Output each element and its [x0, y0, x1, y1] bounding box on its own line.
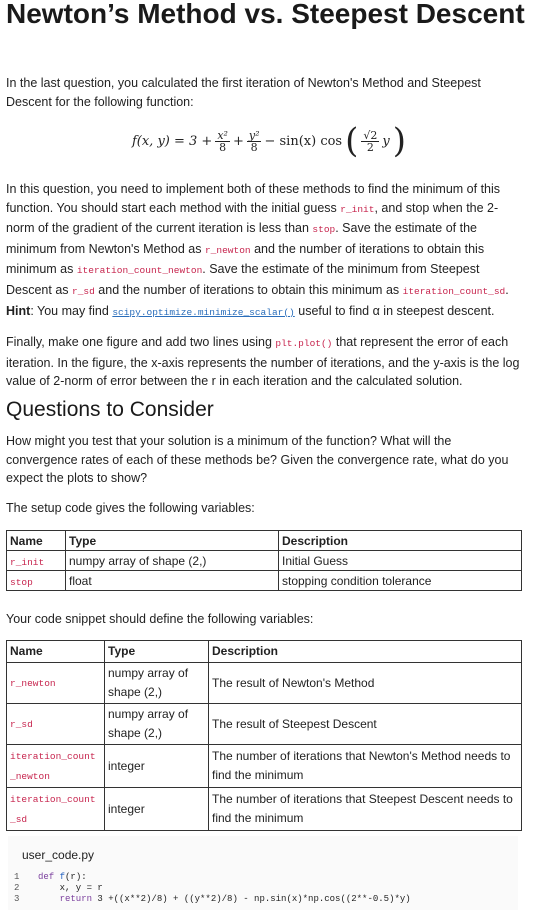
- code-plt-plot: plt.plot(): [275, 338, 333, 349]
- fraction-sqrt-num: √2: [363, 128, 378, 142]
- finally-text-b: that represent the error of each iteration. In the figure, the x-axis represents the number of iterations, and the y-axis is the log value of 2-norm of error between the r in each iteration and the calculated solution.: [6, 335, 520, 389]
- hint-text-b: useful to find α in steepest descent.: [294, 304, 495, 318]
- code-iteration-count-sd: iteration_count_sd: [402, 285, 506, 297]
- table-header-cell: Type: [66, 531, 279, 551]
- line-numbers: [14, 872, 19, 905]
- table-cell: numpy array of shape (2,): [105, 663, 209, 704]
- table-cell: The result of Steepest Descent: [209, 704, 522, 745]
- table-header-row: [7, 641, 522, 663]
- table-row: [7, 551, 522, 571]
- hint-text-a: : You may find: [30, 304, 113, 318]
- task-text-f: and the number of iterations to obtain this minimum as: [94, 282, 403, 297]
- code-keyword: def: [38, 872, 55, 882]
- task-text-b: , and stop when the 2-norm of the gradient of the current iteration is less than: [6, 200, 499, 236]
- hint-label: Hint: [6, 304, 31, 318]
- table-cell: integer: [105, 788, 209, 831]
- function-formula: [0, 121, 538, 168]
- setup-text: The setup code gives the following variables:: [6, 501, 255, 515]
- task-text-c: . Save the estimate of the minimum from Newton's Method as: [6, 221, 477, 256]
- code-line-2: x, y = r: [38, 883, 103, 893]
- code-source[interactable]: [38, 872, 411, 905]
- hint-paragraph: [6, 302, 526, 323]
- line-number: 2: [14, 883, 20, 893]
- table-cell: numpy array of shape (2,): [66, 551, 279, 571]
- code-editor[interactable]: [8, 836, 518, 910]
- code-text: 3 +((x**2)/8) + ((y**2)/8) - np.sin(x)*np.cos((2**-0.5)*y): [92, 894, 411, 904]
- task-text-g: .: [505, 282, 509, 297]
- right-paren: ): [392, 121, 407, 161]
- table-cell: [7, 788, 105, 831]
- table-header-cell: Description: [279, 531, 522, 551]
- code-iteration-count-newton: iteration_count_newton: [76, 265, 203, 277]
- table-cell: stopping condition tolerance: [279, 571, 522, 591]
- code-function-name: f: [59, 872, 66, 882]
- table-row: [7, 663, 522, 704]
- task-text-e: . Save the estimate of the minimum from Steepest Descent as: [6, 262, 480, 297]
- questions-heading: Questions to Consider: [6, 398, 214, 421]
- table-cell: numpy array of shape (2,): [105, 704, 209, 745]
- line-number: 1: [14, 872, 20, 882]
- code-r-sd: r_sd: [72, 285, 95, 297]
- table-cell: Initial Guess: [279, 551, 522, 571]
- fraction-sqrt: [361, 130, 379, 153]
- finally-paragraph: [6, 333, 526, 391]
- page-title: Newton’s Method vs. Steepest Descent: [6, 0, 525, 29]
- setup-variables-table: [6, 530, 522, 591]
- fraction-x-num: x²: [217, 128, 228, 142]
- code-r-newton: r_newton: [204, 244, 251, 256]
- table-cell: integer: [105, 745, 209, 788]
- table-cell: [7, 571, 66, 591]
- var-name: iteration_count_sd: [10, 794, 96, 825]
- table-row: [7, 571, 522, 591]
- code-keyword: return: [38, 894, 93, 904]
- table-cell: The number of iterations that Steepest Descent needs to find the minimum: [209, 788, 522, 831]
- fraction-x-den: 8: [219, 140, 227, 154]
- line-number: 3: [14, 894, 20, 904]
- questions-paragraph: How might you test that your solution is a minimum of the function? What will the convergence rates of each of these methods be? Given the convergence rate, what do you expect the plots to show?: [6, 434, 509, 486]
- fraction-y-num: y²: [248, 128, 260, 142]
- fraction-y: [247, 130, 262, 153]
- formula-plus: +: [232, 133, 244, 149]
- scipy-minimize-scalar-link[interactable]: scipy.optimize.minimize_scalar(): [112, 307, 295, 318]
- var-name: r_newton: [10, 678, 56, 689]
- task-text-a: In this question, you need to implement both of these methods to find the minimum of this function. You should start each method with the initial guess: [6, 182, 501, 215]
- task-text-d: and the number of iterations to obtain this minimum as: [6, 241, 485, 277]
- var-name: r_init: [10, 556, 45, 568]
- table-row: [7, 745, 522, 788]
- var-name: stop: [10, 576, 33, 588]
- code-filename: user_code.py: [22, 848, 95, 862]
- code-line-3: [38, 894, 411, 905]
- table-cell: [7, 663, 105, 704]
- code-text: (r):: [65, 872, 87, 882]
- table-row: [7, 704, 522, 745]
- table-cell: The number of iterations that Newton's Method needs to find the minimum: [209, 745, 522, 788]
- table-cell: [7, 745, 105, 788]
- code-line-1: [38, 872, 411, 883]
- table-cell: [7, 551, 66, 571]
- table-row: [7, 788, 522, 831]
- fraction-y-den: 8: [250, 140, 258, 154]
- intro-paragraph: In the last question, you calculated the first iteration of Newton's Method and Steepest Descent for the following function:: [6, 76, 481, 109]
- left-paren: (: [345, 121, 359, 161]
- table-header-cell: Name: [7, 641, 105, 663]
- task-paragraph: [6, 180, 526, 302]
- define-variables-table: [6, 640, 522, 831]
- var-name: r_sd: [10, 719, 33, 730]
- finally-text-a: Finally, make one figure and add two lines using: [6, 335, 276, 349]
- table-cell: The result of Newton's Method: [209, 663, 522, 704]
- table-header-cell: Type: [105, 641, 209, 663]
- table-header-cell: Name: [7, 531, 66, 551]
- table-cell: float: [66, 571, 279, 591]
- formula-var-y: y: [382, 133, 390, 149]
- table-header-row: [7, 531, 522, 551]
- table-cell: [7, 704, 105, 745]
- code-stop: stop: [312, 224, 336, 236]
- formula-rest: − sin(x) cos: [264, 133, 343, 149]
- fraction-x: [215, 130, 230, 153]
- formula-lhs: f(x, y) = 3 +: [131, 133, 213, 149]
- table-header-cell: Description: [209, 641, 522, 663]
- fraction-sqrt-den: 2: [366, 140, 374, 154]
- code-r-init: r_init: [340, 203, 375, 215]
- define-text: Your code snippet should define the following variables:: [6, 612, 314, 626]
- var-name: iteration_count_newton: [10, 751, 96, 782]
